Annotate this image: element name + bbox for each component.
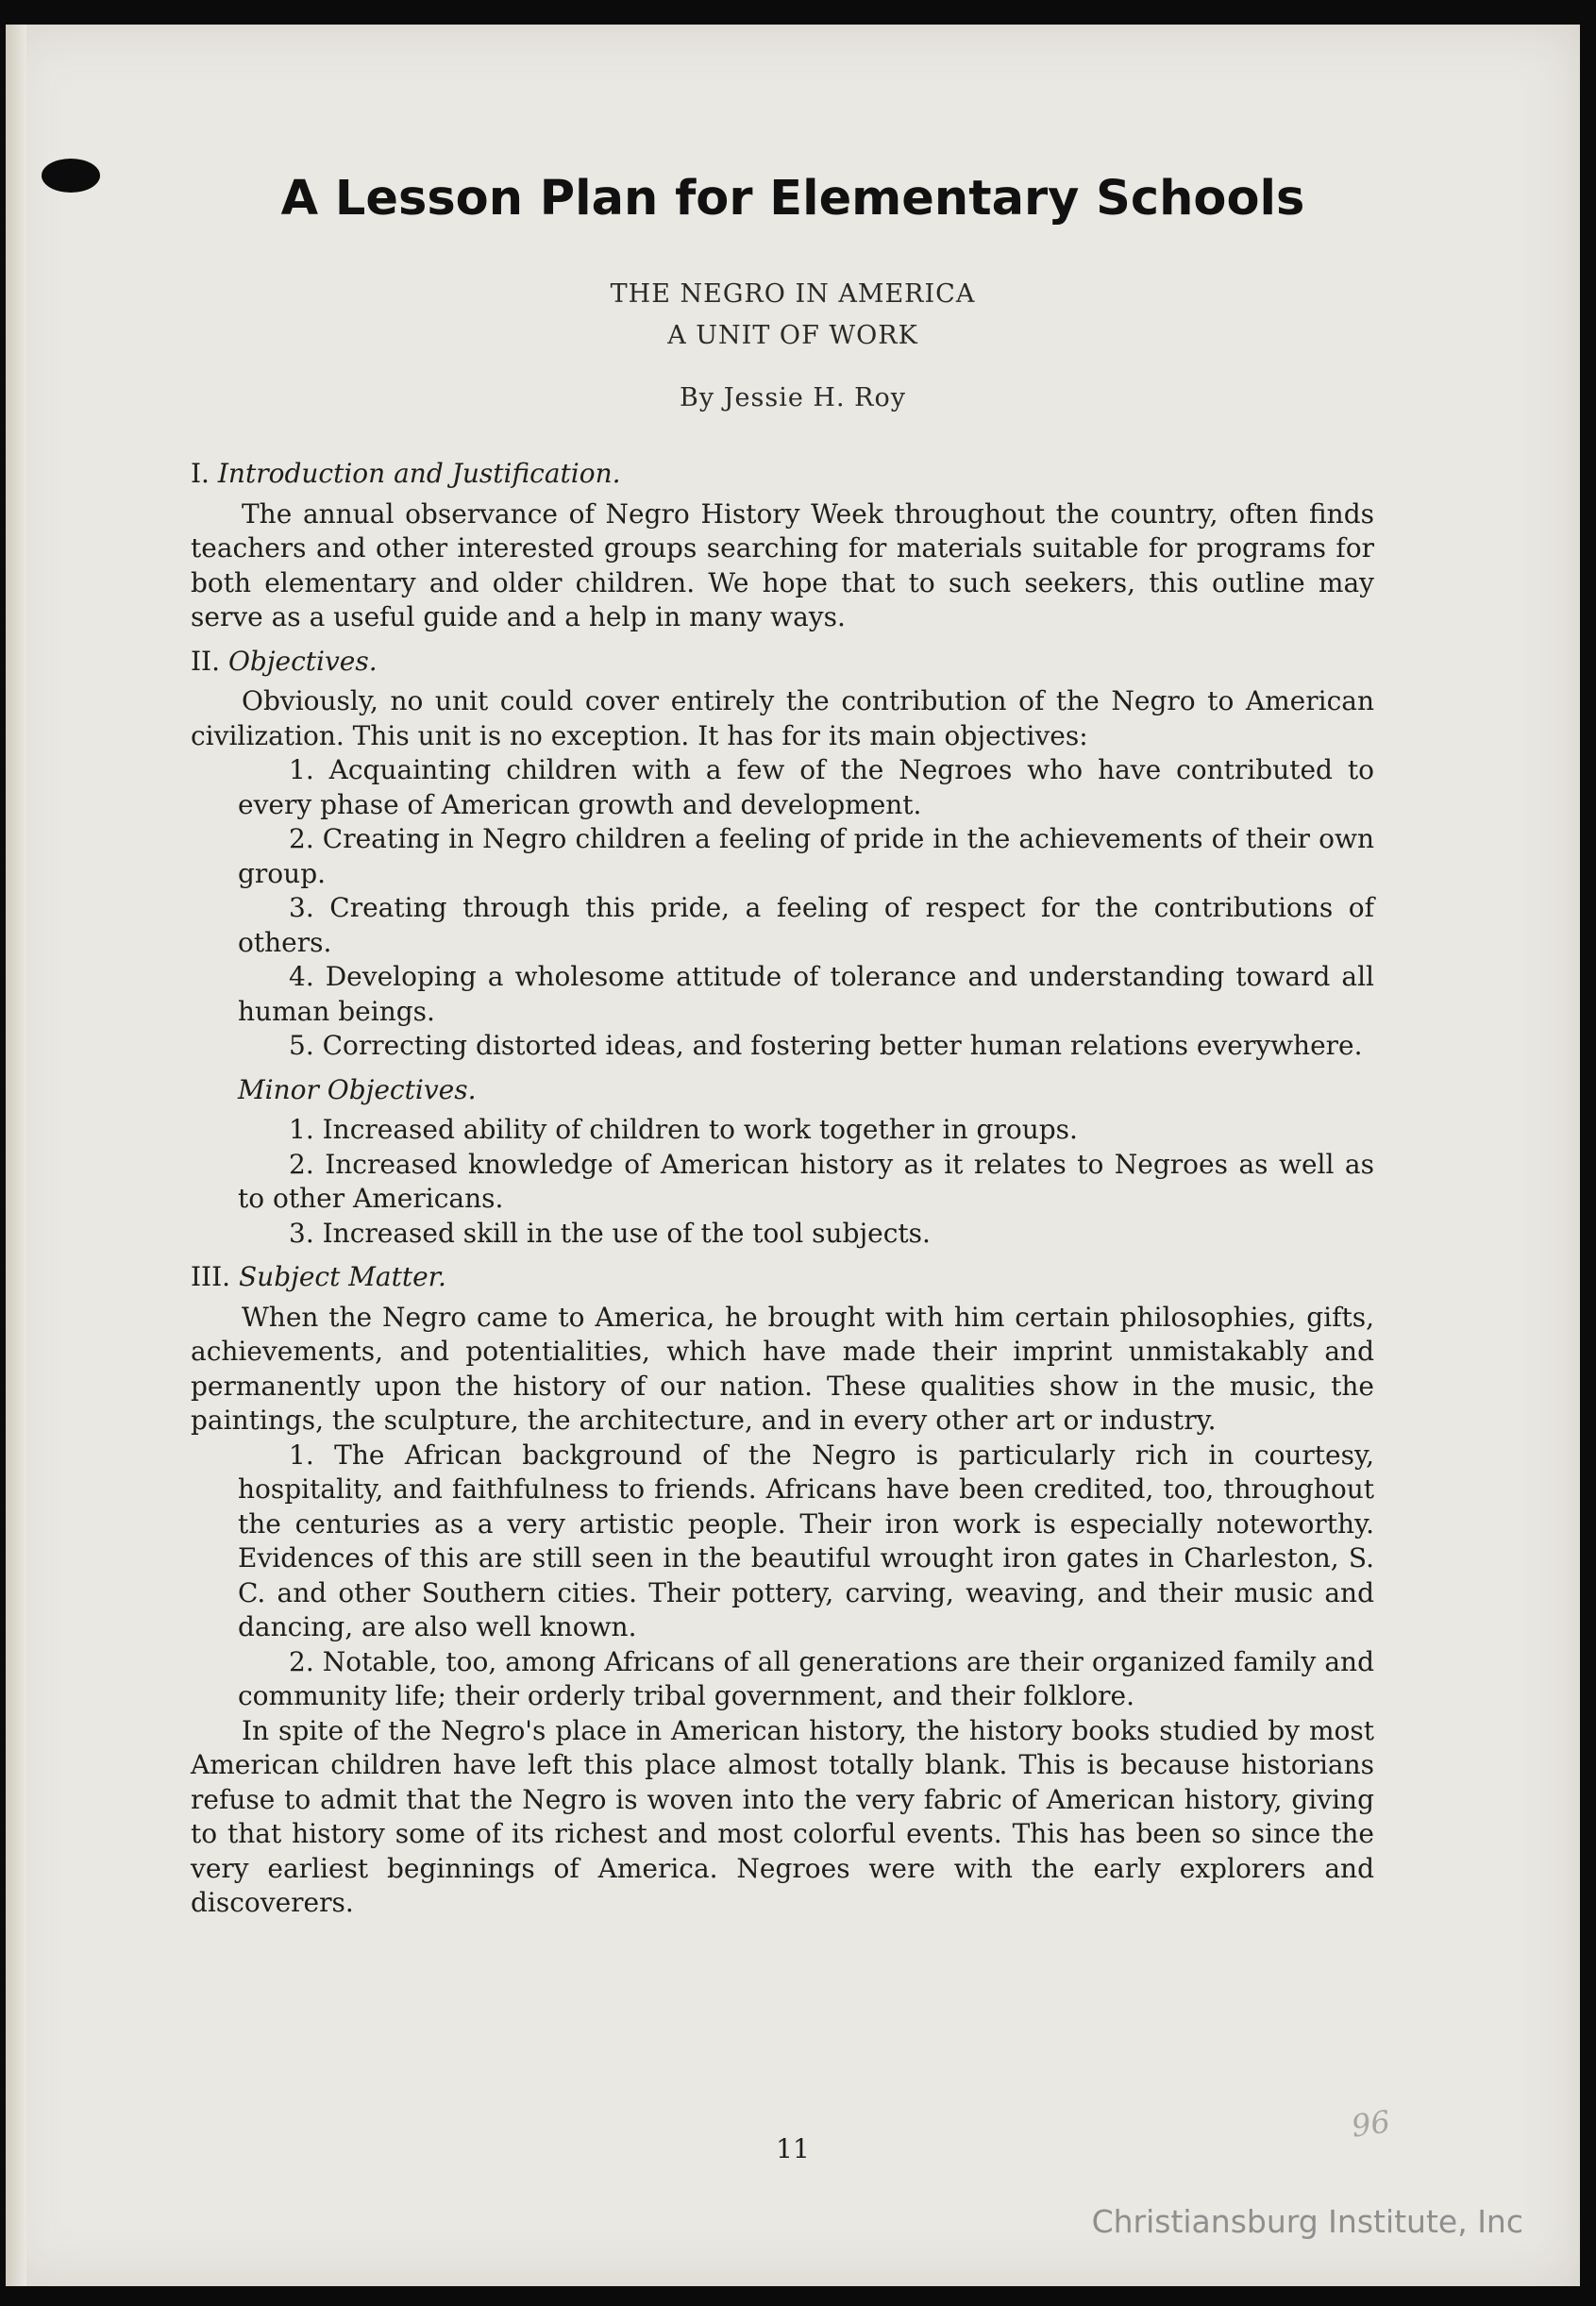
page-number: 11 <box>776 2133 810 2164</box>
objective-item: 5. Correcting distorted ideas, and fostering better human relations everywhere. <box>289 1030 1363 1061</box>
closing-paragraph: In spite of the Negro's place in American history, the history books studied by most American children have left this place almost totally blank. This is because historians refuse to admit that the Negro is woven into the very fabric of American history, giving to that history some of its richest and most colorful events. This has been so since the very earliest beginnings of America. Negroes were with the early explorers and discoverers. <box>191 1714 1374 1918</box>
minor-objective-item: 3. Increased skill in the use of the tool subjects. <box>289 1217 931 1249</box>
section-numeral: III. <box>191 1261 231 1292</box>
objective-item: 2. Creating in Negro children a feeling of pride in the achievements of their own group. <box>238 823 1374 889</box>
objectives-paragraph: Obviously, no unit could cover entirely the contribution of the Negro to American civilization. This unit is no exception. It has for its main objectives: <box>191 685 1374 751</box>
section-numeral: II. <box>191 645 221 677</box>
subject-matter-item: 2. Notable, too, among Africans of all generations are their organized family and community life; their orderly tribal government, and their folklore. <box>238 1645 1374 1711</box>
section-title: Objectives. <box>227 645 378 677</box>
section-heading-objectives <box>191 645 1374 680</box>
section-title: Subject Matter. <box>239 1261 446 1292</box>
objective-item: 4. Developing a wholesome attitude of tolerance and understanding toward all human beings. <box>238 961 1374 1027</box>
objective-item: 1. Acquainting children with a few of the Negroes who have contributed to every phase of American growth and development. <box>238 754 1374 820</box>
section-title: Introduction and Justification. <box>217 458 621 489</box>
archive-watermark: Christiansburg Institute, Inc <box>1091 2203 1523 2240</box>
minor-objectives-heading <box>191 1073 1374 1108</box>
intro-paragraph: The annual observance of Negro History Week throughout the country, often finds teachers and other interested groups searching for materials suitable for programs for both elementary and older children. We hope that to such seekers, this outline may serve as a useful guide and a help in many ways. <box>191 497 1374 632</box>
subtitle-line-1: THE NEGRO IN AMERICA <box>610 279 976 309</box>
section-heading-subject-matter <box>191 1260 1374 1295</box>
section-title: Minor Objectives. <box>238 1073 477 1105</box>
minor-objective-item: 1. Increased ability of children to work together in groups. <box>289 1114 1078 1145</box>
objective-item: 3. Creating through this pride, a feeling of respect for the contributions of others. <box>238 892 1374 958</box>
minor-objective-item: 2. Increased knowledge of American history as it relates to Negroes as well as to other Americans. <box>238 1148 1374 1214</box>
article-body <box>191 447 1374 1921</box>
subtitle-line-2: A UNIT OF WORK <box>667 321 918 350</box>
subject-matter-item: 1. The African background of the Negro is particularly rich in courtesy, hospitality, and faithfulness to friends. Africans have been credited, too, throughout the centuries as a very artistic people. Their iron work is especially noteworthy. Evidences of this are still seen in the beautiful wrought iron gates in Charleston, S. C. and other Southern cities. Their pottery, carving, weaving, and their music and dancing, are also well known. <box>238 1439 1374 1642</box>
handwritten-pencil-note: 96 <box>1349 2103 1393 2145</box>
page-edge-stain <box>6 25 26 2286</box>
page-title: A Lesson Plan for Elementary Schools <box>280 171 1305 227</box>
document-page <box>6 25 1580 2286</box>
subject-matter-paragraph: When the Negro came to America, he brought with him certain philosophies, gifts, achievements, and potentialities, which have made their imprint unmistakably and permanently upon the history of our nation. These qualities show in the music, the paintings, the sculpture, the architecture, and in every other art or industry. <box>191 1301 1374 1436</box>
section-heading-intro <box>191 457 1374 492</box>
section-numeral: I. <box>191 458 210 489</box>
author-byline: By Jessie H. Roy <box>680 383 906 412</box>
